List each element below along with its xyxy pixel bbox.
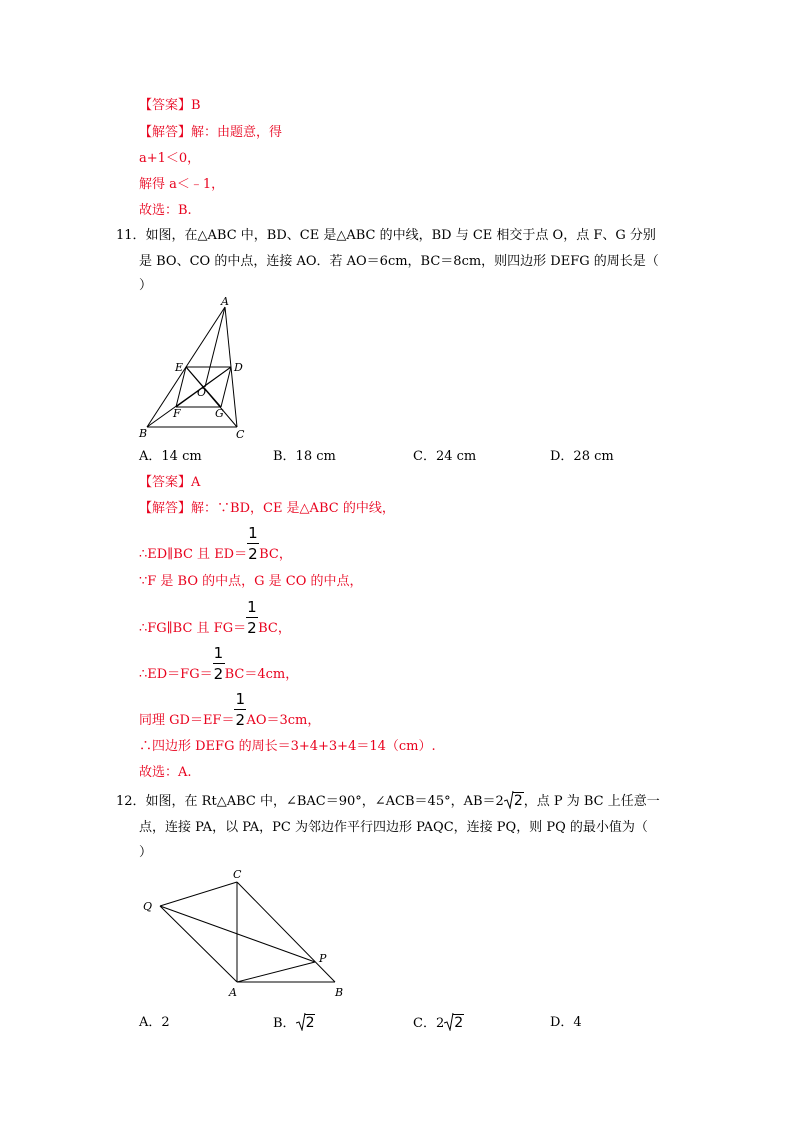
fraction-half: [247, 524, 259, 565]
solution-label: 【解答】: [139, 125, 192, 140]
answer-value: A: [191, 475, 201, 490]
solution-text: 解：由题意，得: [191, 125, 283, 140]
radicand: 2: [305, 1015, 315, 1031]
fraction-numerator: 1: [235, 690, 245, 708]
q11-solution-step7: ∴四边形 DEFG 的周长＝3+4+3+4＝14（cm）.: [139, 739, 436, 754]
fraction-denominator: 2: [235, 711, 245, 729]
label-c: C: [233, 868, 242, 881]
q11-solution-step1: [139, 499, 395, 519]
q10-step1: a+1＜0，: [139, 151, 201, 166]
q11-option-d[interactable]: D．28 cm: [550, 449, 614, 464]
q12-stem-line1: [116, 791, 660, 812]
radicand: 2: [513, 793, 523, 809]
q11-solution-step6: [139, 690, 321, 731]
sqrt-symbol: [296, 1013, 316, 1034]
label-q: Q: [143, 900, 153, 913]
q12-figure: [135, 864, 355, 1004]
q10-conclusion: 故选：B.: [139, 203, 192, 218]
label-b: B: [139, 427, 148, 440]
q11-option-a[interactable]: A．14 cm: [139, 449, 202, 464]
q11-figure: [135, 295, 255, 445]
q10-answer: [139, 96, 201, 116]
step-text: ∴FG∥BC 且 FG＝: [139, 621, 247, 636]
side-cb: [237, 882, 335, 982]
q11-stem-line2: 是 BO、CO 的中点，连接 AO．若 AO＝6cm，BC＝8cm，则四边形 DEFG 的周长是（: [139, 254, 659, 269]
label-e: E: [175, 361, 184, 374]
q10-solution-intro: [139, 123, 282, 143]
q11-option-c[interactable]: C．24 cm: [413, 449, 477, 464]
label-c: C: [236, 428, 245, 441]
option-label: B．: [273, 1016, 296, 1031]
label-g: G: [215, 407, 224, 420]
question-text: 如图，在 Rt△ABC 中，∠BAC＝90°，∠ACB＝45°，AB＝2: [145, 794, 504, 809]
q12-option-b[interactable]: [273, 1013, 315, 1034]
label-d: D: [234, 361, 243, 374]
side-qa: [160, 906, 237, 982]
q11-conclusion: 故选：A.: [139, 765, 192, 780]
q11-solution-step4: [139, 598, 291, 639]
answer-value: B: [191, 98, 201, 113]
segment-ao: [205, 307, 225, 387]
q11-stem-line1: [116, 226, 656, 246]
q11-solution-step3: ∵F 是 BO 的中点，G 是 CO 的中点，: [139, 574, 363, 589]
q12-option-a[interactable]: A．2: [139, 1015, 170, 1030]
step-text: ∴ED＝FG＝: [139, 667, 213, 682]
q11-answer: [139, 473, 200, 493]
q11-solution-step5: [139, 644, 299, 685]
question-text: ，点 P 为 BC 上任意一: [523, 794, 660, 809]
label-b: B: [335, 986, 344, 999]
step-text: AO＝3cm，: [246, 713, 321, 728]
label-o: O: [197, 386, 207, 399]
label-a: A: [229, 986, 237, 999]
q11-stem-line3: ）: [139, 278, 153, 293]
radicand: 2: [454, 1015, 464, 1031]
step-text: BC，: [258, 621, 291, 636]
solution-label: 【解答】: [139, 501, 192, 516]
question-text: 如图，在△ABC 中，BD、CE 是△ABC 的中线，BD 与 CE 相交于点 O，点 F、G 分别: [145, 228, 656, 243]
question-number: 12．: [116, 794, 146, 809]
q11-option-b[interactable]: B．18 cm: [273, 449, 336, 464]
fraction-numerator: 1: [247, 598, 257, 616]
fraction-denominator: 2: [248, 545, 258, 563]
q10-step2: 解得 a＜﹣1，: [139, 177, 225, 192]
label-p: P: [319, 952, 327, 965]
side-qc: [160, 882, 237, 906]
fraction-numerator: 1: [248, 524, 258, 542]
fraction-denominator: 2: [213, 665, 224, 683]
answer-label: 【答案】: [139, 98, 192, 113]
fraction-half: [246, 598, 258, 639]
sqrt-symbol: [504, 791, 524, 812]
q12-option-c[interactable]: [413, 1013, 464, 1034]
q12-option-d[interactable]: D．4: [550, 1015, 582, 1030]
step-text: 同理 GD＝EF＝: [139, 713, 235, 728]
fraction-half: [213, 644, 225, 685]
sqrt-symbol: [444, 1013, 464, 1034]
answer-label: 【答案】: [139, 475, 192, 490]
step-text: BC，: [259, 547, 292, 562]
q12-stem-line3: ）: [139, 845, 153, 860]
fraction-denominator: 2: [247, 619, 257, 637]
segment-ap: [237, 962, 315, 982]
step-text: ∴ED∥BC 且 ED＝: [139, 547, 248, 562]
label-a: A: [221, 295, 229, 308]
option-label: C．2: [413, 1016, 445, 1031]
label-f: F: [173, 407, 181, 420]
question-number: 11．: [116, 228, 146, 243]
q11-solution-step2: [139, 524, 292, 565]
fraction-half: [234, 690, 246, 731]
step-text: BC＝4cm，: [224, 667, 299, 682]
solution-text: 解：∵BD，CE 是△ABC 的中线，: [191, 501, 395, 516]
fraction-numerator: 1: [213, 644, 224, 662]
q12-stem-line2: 点，连接 PA，以 PA，PC 为邻边作平行四边形 PAQC，连接 PQ，则 PQ 的最小值为（: [139, 820, 648, 835]
